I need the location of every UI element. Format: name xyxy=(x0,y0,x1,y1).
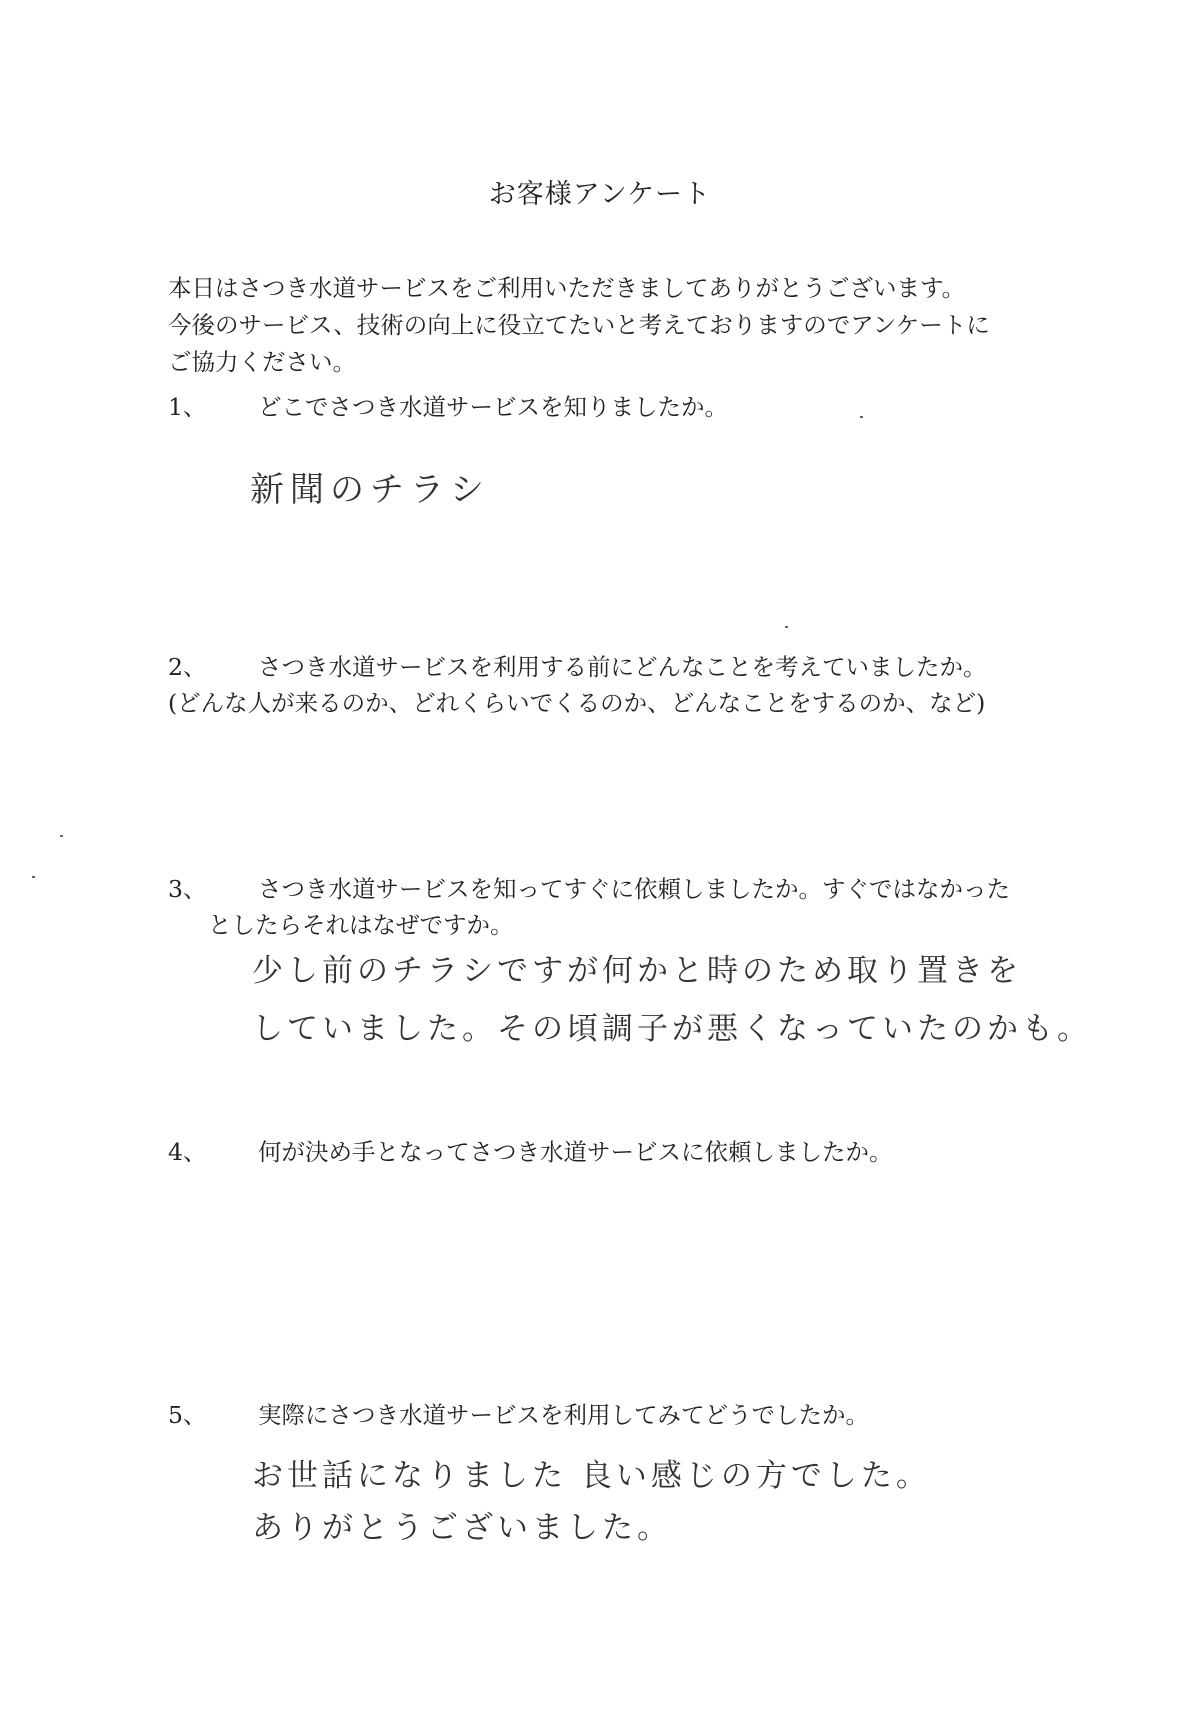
handwritten-answer-3-line-2: していました。その頃調子が悪くなっていたのかも。 xyxy=(252,1011,1092,1047)
question-number: 3、 xyxy=(168,875,207,903)
intro-line: 本日はさつき水道サービスをご利用いただきましてありがとうございます。 xyxy=(168,274,966,302)
intro-text xyxy=(168,270,1108,381)
question-number: 5、 xyxy=(168,1401,207,1429)
page-title: お客様アンケート xyxy=(488,179,712,210)
scan-speck xyxy=(60,835,63,837)
handwritten-answer-3-line-1: 少し前のチラシですが何かと時のため取り置きを xyxy=(252,953,1022,989)
scan-speck xyxy=(785,626,788,628)
intro-line: 今後のサービス、技術の向上に役立てたいと考えておりますのでアンケートに xyxy=(168,311,990,339)
scan-speck xyxy=(32,876,35,878)
question-number: 2、 xyxy=(168,653,207,681)
question-text: 実際にさつき水道サービスを利用してみてどうでしたか。 xyxy=(258,1401,869,1429)
question-text: さつき水道サービスを利用する前にどんなことを考えていましたか。 xyxy=(258,653,987,681)
question-text: さつき水道サービスを知ってすぐに依頼しましたか。すぐではなかった xyxy=(258,875,1010,903)
scan-speck xyxy=(860,416,863,418)
question-text: 何が決め手となってさつき水道サービスに依頼しましたか。 xyxy=(258,1138,893,1166)
question-number: 4、 xyxy=(168,1138,207,1166)
question-text: どこでさつき水道サービスを知りましたか。 xyxy=(258,393,728,421)
question-number: 1、 xyxy=(168,393,207,421)
intro-line: ご協力ください。 xyxy=(168,348,356,376)
question-3-subtext: としたらそれはなぜですか。 xyxy=(208,911,514,939)
handwritten-answer-1: 新聞のチラシ xyxy=(250,470,490,510)
handwritten-answer-5-line-1: お世話になりました 良い感じの方でした。 xyxy=(252,1458,931,1494)
question-2-subtext: (どんな人が来るのか、どれくらいでくるのか、どんなことをするのか、など) xyxy=(168,689,986,717)
handwritten-answer-5-line-2: ありがとうございました。 xyxy=(252,1510,672,1546)
